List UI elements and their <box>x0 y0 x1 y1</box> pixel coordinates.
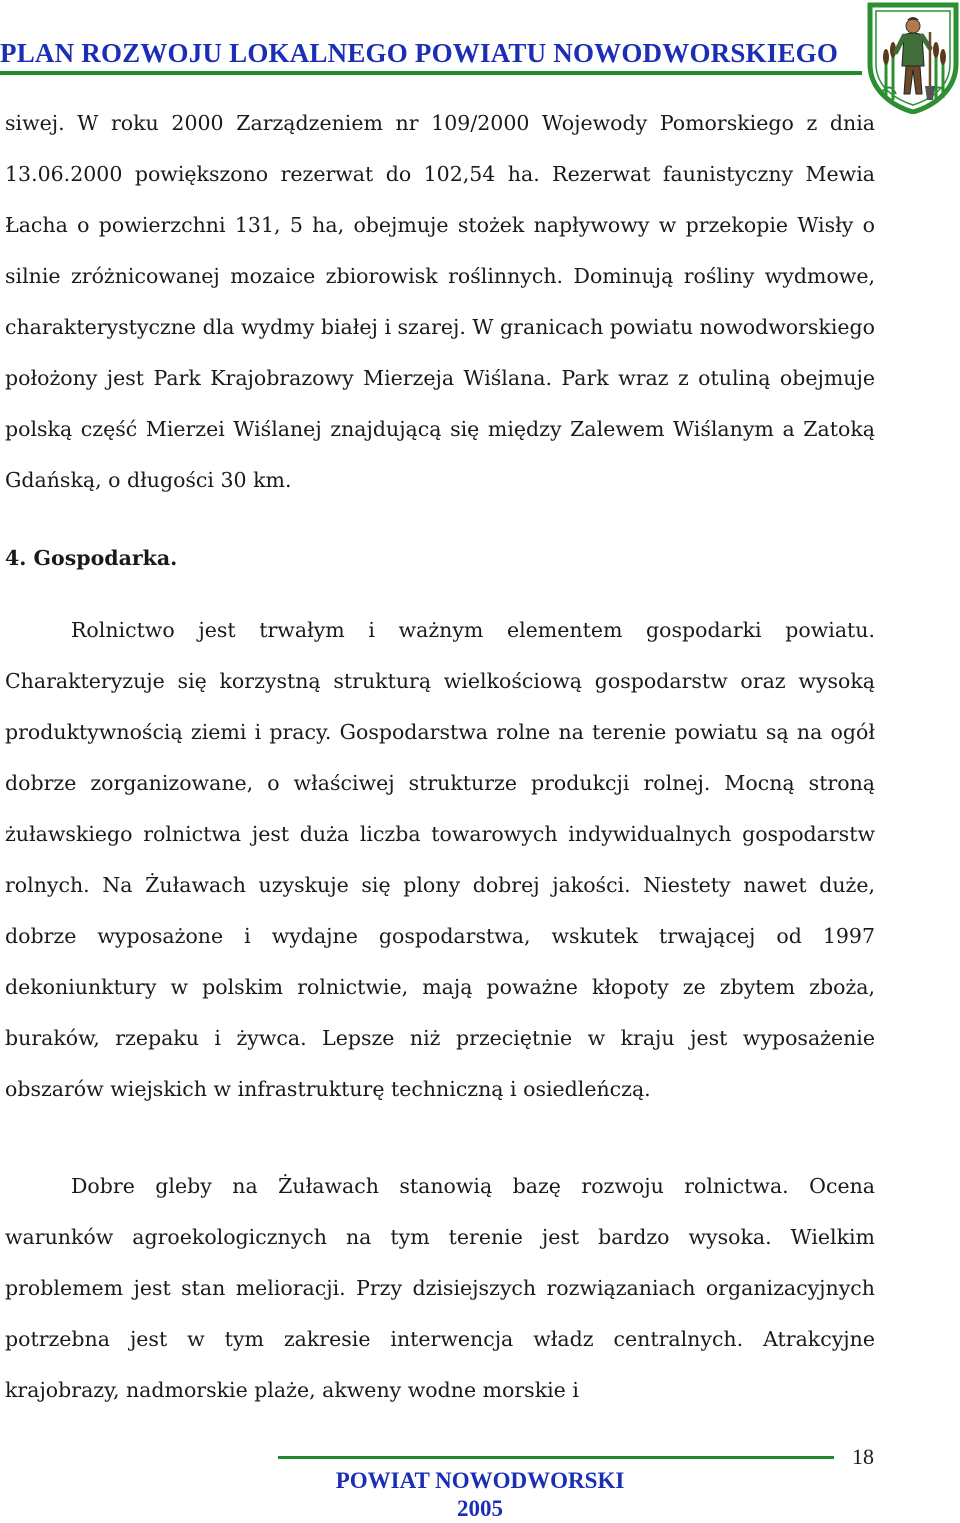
paragraph-nature-reserves: siwej. W roku 2000 Zarządzeniem nr 109/2000 Wojewody Pomorskiego z dnia 13.06.2000 powiększono rezerwat do 102,54 ha. Rezerwat faunistyczny Mewia Łacha o powierzchni 131, 5 ha, obejmuje stożek napływowy w przekopie Wisły o silnie zróżnicowanej mozaice zbiorowisk roślinnych. Dominują rośliny wydmowe, charakterystyczne dla wydmy białej i szarej. W granicach powiatu nowodworskiego położony jest Park Krajobrazowy Mierzeja Wiślana. Park wraz z otuliną obejmuje polską część Mierzei Wiślanej znajdującą się między Zalewem Wiślanym a Zatoką Gdańską, o długości 30 km. <box>5 111 875 492</box>
page-number: 18 <box>852 1444 874 1469</box>
header-title: PLAN ROZWOJU LOKALNEGO POWIATU NOWODWORSKIEGO <box>0 38 839 68</box>
footer-rule <box>278 1456 834 1459</box>
section-heading-economy: 4. Gospodarka. <box>5 546 178 570</box>
header-rule <box>0 71 862 75</box>
footer-county-name: POWIAT NOWODWORSKI <box>335 1468 625 1493</box>
paragraph-soils-and-tourism: Dobre gleby na Żuławach stanowią bazę rozwoju rolnictwa. Ocena warunków agroekologicznych na tym terenie jest bardzo wysoka. Wielkim problemem jest stan melioracji. Przy dzisiejszych rozwiązaniach organizacyjnych potrzebna jest w tym zakresie interwencja władz centralnych. Atrakcyjne krajobrazy, nadmorskie plaże, akweny wodne morskie i <box>5 1174 875 1402</box>
footer-year: 2005 <box>457 1496 503 1521</box>
coat-of-arms-icon <box>866 2 960 114</box>
footer <box>0 1467 960 1523</box>
paragraph-agriculture: Rolnictwo jest trwałym i ważnym elementem gospodarki powiatu. Charakteryzuje się korzystną strukturą wielkościową gospodarstw oraz wysoką produktywnością ziemi i pracy. Gospodarstwa rolne na terenie powiatu są na ogół dobrze zorganizowane, o właściwej strukturze produkcji rolnej. Mocną stroną żuławskiego rolnictwa jest duża liczba towarowych indywidualnych gospodarstw rolnych. Na Żuławach uzyskuje się plony dobrej jakości. Niestety nawet duże, dobrze wyposażone i wydajne gospodarstwa, wskutek trwającej od 1997 dekoniunktury w polskim rolnictwie, mają poważne kłopoty ze zbytem zboża, buraków, rzepaku i żywca. Lepsze niż przeciętnie w kraju jest wyposażenie obszarów wiejskich w infrastrukturę techniczną i osiedleńczą. <box>5 618 875 1101</box>
